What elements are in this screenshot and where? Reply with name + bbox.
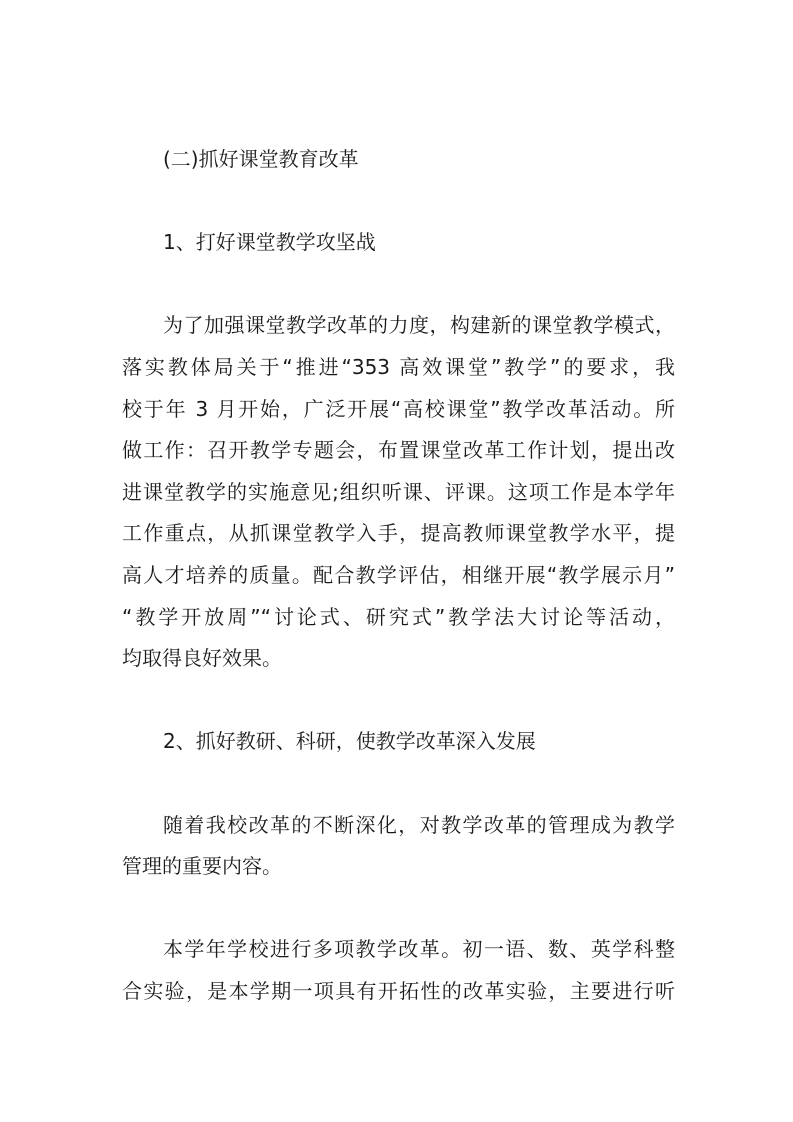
paragraph-line: “教学开放周”“讨论式、研究式”教学法大讨论等活动， (122, 604, 675, 629)
paragraph-line: 管理的重要内容。 (122, 854, 282, 879)
paragraph-line: 合实验，是本学期一项具有开拓性的改革实验，主要进行听 (122, 978, 675, 1003)
paragraph-line: 为了加强课堂教学改革的力度，构建新的课堂教学模式， (163, 313, 675, 338)
spacer (122, 264, 675, 306)
spacer (122, 181, 675, 223)
spacer (122, 888, 675, 930)
paragraph-3 (122, 929, 675, 1012)
spacer (122, 763, 675, 805)
paragraph-line: 高人才培养的质量。配合教学评估，相继开展“教学展示月” (122, 562, 675, 587)
subheading-1: 1、打好课堂教学攻坚战 (163, 230, 376, 255)
paragraph-line: 本学年学校进行多项教学改革。初一语、数、英学科整 (163, 937, 675, 962)
document-page (122, 139, 675, 1012)
paragraph-line: 校于年 3 月开始，广泛开展“高校课堂”教学改革活动。所 (122, 396, 675, 421)
subheading-2: 2、抓好教研、科研，使教学改革深入发展 (163, 729, 536, 754)
spacer (122, 680, 675, 722)
paragraph-line: 随着我校改革的不断深化，对教学改革的管理成为教学 (163, 812, 675, 837)
paragraph-line: 进课堂教学的实施意见;组织听课、评课。这项工作是本学年 (122, 479, 675, 504)
section-heading: (二)抓好课堂教育改革 (163, 147, 359, 171)
paragraph-line: 工作重点，从抓课堂教学入手，提高教师课堂教学水平，提 (122, 521, 675, 546)
paragraph-1 (122, 305, 675, 679)
paragraph-line: 均取得良好效果。 (122, 646, 282, 671)
paragraph-line: 落实教体局关于“推进“353 高效课堂”教学”的要求，我 (122, 354, 675, 379)
paragraph-line: 做工作：召开教学专题会，布置课堂改革工作计划，提出改 (122, 438, 675, 463)
paragraph-2 (122, 805, 675, 888)
